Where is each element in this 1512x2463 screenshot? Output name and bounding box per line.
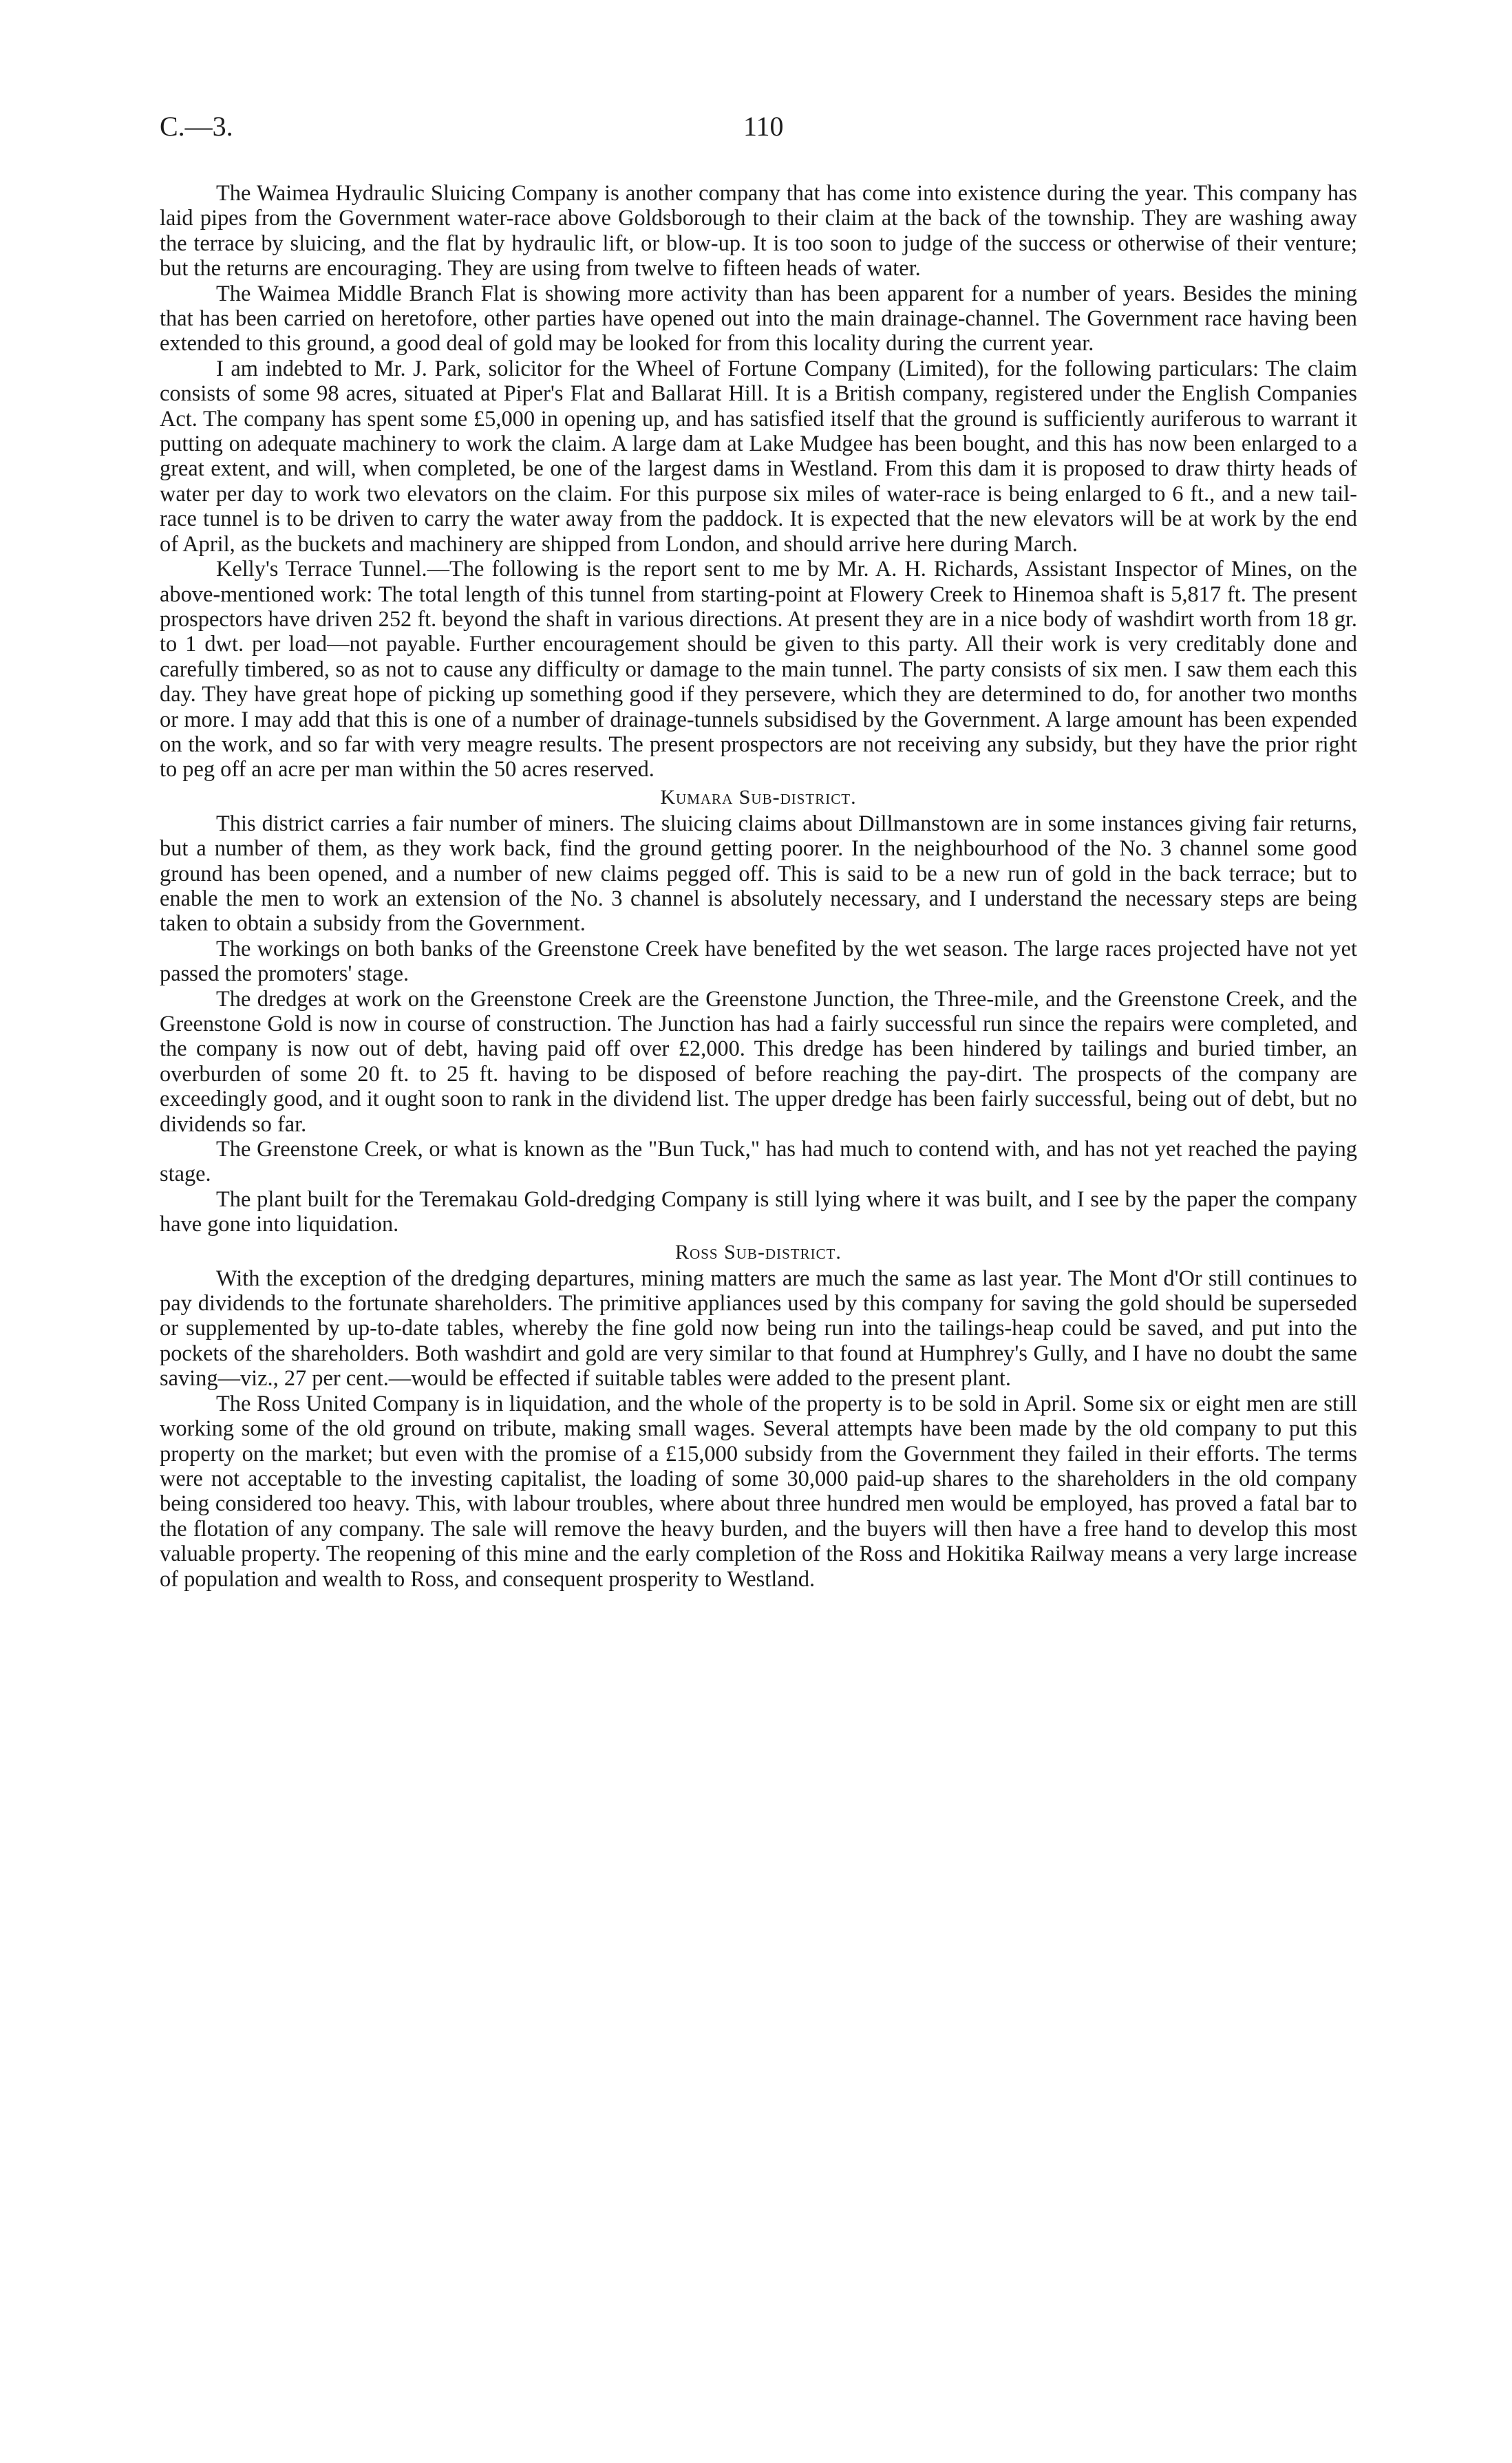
paragraph-waimea-hydraulic: The Waimea Hydraulic Sluicing Company is another company that has come into existence during the year. This company has laid pipes from the Government water-race above Goldsborough to their claim at the back of the township. They are washing away the terrace by sluicing, and the flat by hydraulic lift, or blow-up. It is too soon to judge of the success or otherwise of their venture; but the returns are encouraging. They are using from twelve to fifteen heads of water.: [160, 181, 1357, 281]
paragraph-greenstone-dredges: The dredges at work on the Greenstone Creek are the Greenstone Junction, the Three-mile, and the Greenstone Creek, and the Greenstone Gold is now in course of construction. The Junction has had a fairly successful run since the repairs were completed, and the company is now out of debt, having paid off over £2,000. This dredge has been hindered by tailings and buried timber, an overburden of some 20 ft. to 25 ft. having to be disposed of before reaching the pay-dirt. The prospects of the company are exceedingly good, and it ought soon to rank in the dividend list. The upper dredge has been fairly successful, being out of debt, but no dividends so far.: [160, 986, 1357, 1137]
document-reference: C.—3.: [160, 111, 233, 142]
section-heading-ross: Ross Sub-district.: [675, 1240, 842, 1264]
page-number: 110: [743, 111, 784, 142]
paragraph-waimea-middle-branch: The Waimea Middle Branch Flat is showing more activity than has been apparent for a number of years. Besides the mining that has been carried on heretofore, other parties have opened out into the main drainage-channel. The Government race having been extended to this ground, a good deal of gold may be looked for from this locality during the current year.: [160, 281, 1357, 356]
paragraph-mont-dor: With the exception of the dredging departures, mining matters are much the same as last year. The Mont d'Or still continues to pay dividends to the fortunate shareholders. The primitive appliances used by this company for saving the gold should be superseded or supplemented by up-to-date tables, whereby the fine gold now being run into the tailings-heap could be saved, and put into the pockets of the shareholders. Both washdirt and gold are very similar to that found at Humphrey's Gully, and I have no doubt the same saving—viz., 27 per cent.—would be effected if suitable tables were added to the present plant.: [160, 1266, 1357, 1392]
document-body: [160, 181, 1357, 1592]
paragraph-bun-tuck: The Greenstone Creek, or what is known as the "Bun Tuck," has had much to contend with, and has not yet reached the paying stage.: [160, 1137, 1357, 1187]
paragraph-kellys-terrace-tunnel: Kelly's Terrace Tunnel.—The following is the report sent to me by Mr. A. H. Richards, Assistant Inspector of Mines, on the above-mentioned work: The total length of this tunnel from starting-point at Flowery Creek to Hinemoa shaft is 5,817 ft. The present prospectors have driven 252 ft. beyond the shaft in various directions. At present they are in a nice body of washdirt worth from 18 gr. to 1 dwt. per load—not payable. Further encouragement should be given to this party. All their work is very creditably done and carefully timbered, so as not to cause any difficulty or damage to the main tunnel. The party consists of six men. I saw them each this day. They have great hope of picking up something good if they persevere, which they are determined to do, for another two months or more. I may add that this is one of a number of drainage-tunnels subsidised by the Government. A large amount has been expended on the work, and so far with very meagre results. The present prospectors are not receiving any subsidy, but they have the prior right to peg off an acre per man within the 50 acres reserved.: [160, 557, 1357, 782]
page-header: [160, 110, 1357, 151]
section-heading-kumara: Kumara Sub-district.: [660, 785, 857, 809]
paragraph-greenstone-banks: The workings on both banks of the Greenstone Creek have benefited by the wet season. The large races projected have not yet passed the promoters' stage.: [160, 936, 1357, 987]
paragraph-ross-united: The Ross United Company is in liquidation, and the whole of the property is to be sold in April. Some six or eight men are still working some of the old ground on tribute, making small wages. Several attempts have been made by the old company to put this property on the market; but even with the promise of a £15,000 subsidy from the Government they failed in their efforts. The terms were not acceptable to the investing capitalist, the loading of some 30,000 paid-up shares to the shareholders in the old company being considered too heavy. This, with labour troubles, where about three hundred men would be employed, has proved a fatal bar to the flotation of any company. The sale will remove the heavy burden, and the buyers will then have a free hand to develop this most valuable property. The reopening of this mine and the early completion of the Ross and Hokitika Railway means a very large increase of population and wealth to Ross, and consequent prosperity to Westland.: [160, 1391, 1357, 1592]
paragraph-teremakau: The plant built for the Teremakau Gold-dredging Company is still lying where it was built, and I see by the paper the company have gone into liquidation.: [160, 1186, 1357, 1237]
paragraph-kumara-miners: This district carries a fair number of miners. The sluicing claims about Dillmanstown are in some instances giving fair returns, but a number of them, as they work back, find the ground getting poorer. In the neighbourhood of the No. 3 channel some good ground has been opened, and a number of new claims pegged off. This is said to be a new run of gold in the back terrace; but to enable the men to work an extension of the No. 3 channel is absolutely necessary, and I understand the necessary steps are being taken to obtain a subsidy from the Government.: [160, 811, 1357, 937]
paragraph-wheel-of-fortune: I am indebted to Mr. J. Park, solicitor for the Wheel of Fortune Company (Limited), for the following particulars: The claim consists of some 98 acres, situated at Piper's Flat and Ballarat Hill. It is a British company, registered under the English Companies Act. The company has spent some £5,000 in opening up, and has satisfied itself that the ground is sufficiently auriferous to warrant it putting on adequate machinery to work the claim. A large dam at Lake Mudgee has been bought, and this has now been enlarged to a great extent, and will, when completed, be one of the largest dams in Westland. From this dam it is proposed to draw thirty heads of water per day to work two elevators on the claim. For this purpose six miles of water-race is being enlarged to 6 ft., and a new tail-race tunnel is to be driven to carry the water away from the paddock. It is expected that the new elevators will be at work by the end of April, as the buckets and machinery are shipped from London, and should arrive here during March.: [160, 356, 1357, 557]
